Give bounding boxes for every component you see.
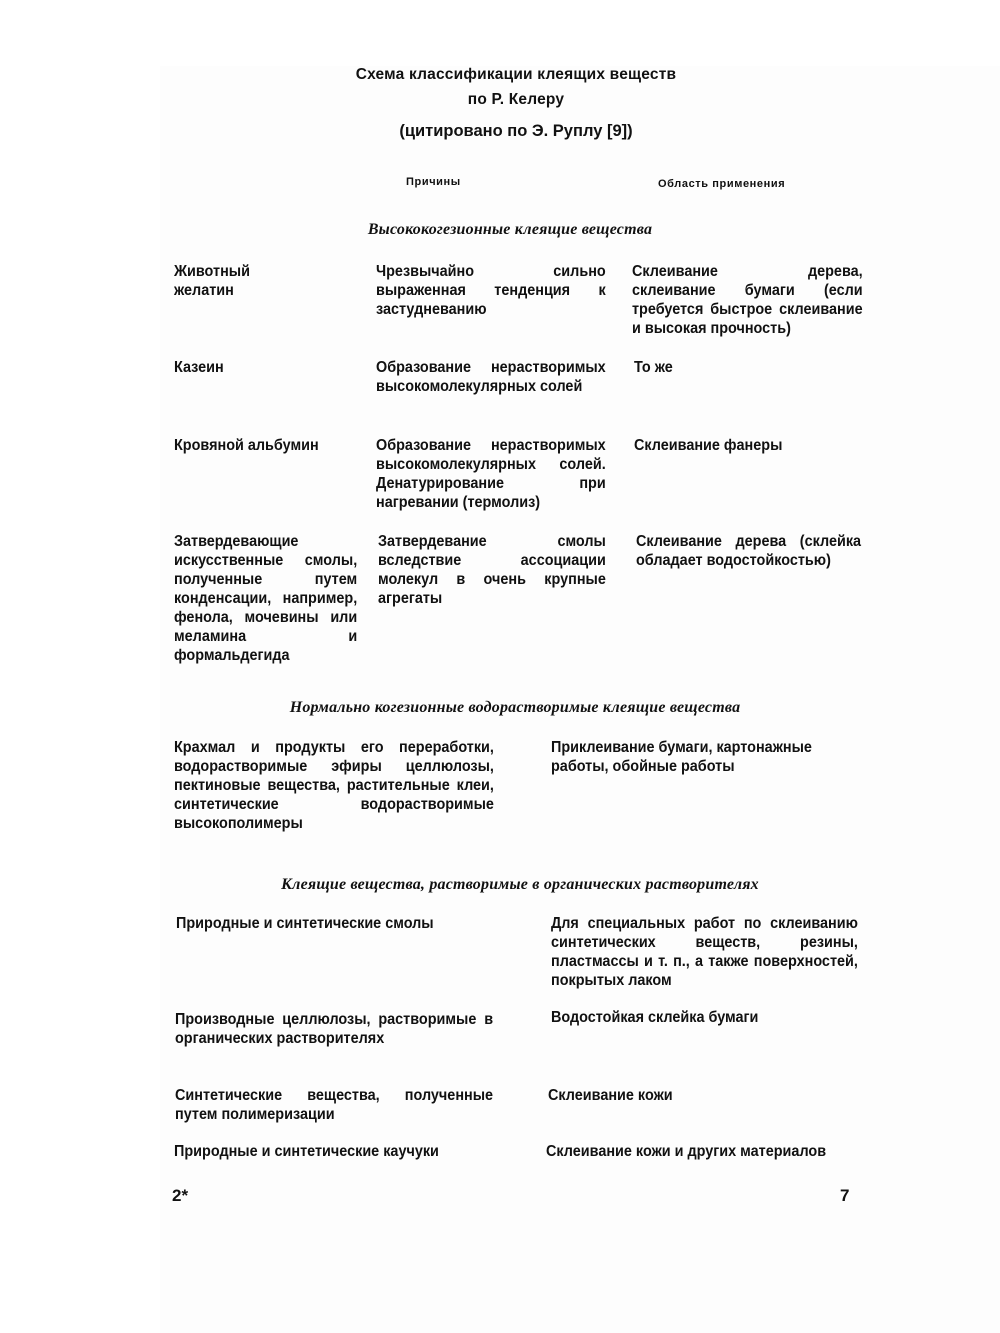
column-header-application: Область применения <box>658 178 786 190</box>
section-heading-water-soluble: Нормально когезионные водорастворимые клеящие вещества <box>289 699 741 716</box>
application-cell: Склеивание фанеры <box>634 437 783 454</box>
substance-cell: Животный желатин <box>174 263 250 299</box>
application-cell: Склеивание кожи и других материалов <box>546 1143 827 1160</box>
substance-cell: Природные и синтетические смолы <box>176 915 434 932</box>
substance-cell: Природные и синтетические каучуки <box>174 1143 439 1160</box>
substance-cell: Крахмал и продукты его переработки, водорастворимые эфиры целлюлозы, пектиновые вещества, растительные клеи, синтетические водорастворимые высокополимеры <box>174 739 494 832</box>
cause-cell: Образование нерастворимых высокомолекулярных солей <box>376 359 606 395</box>
cause-cell: Затвердевание смолы вследствие ассоциации молекул в очень крупные агрегаты <box>378 533 606 607</box>
substance-cell: Синтетические вещества, полученные путем полимеризации <box>175 1087 494 1123</box>
substance-cell: Затвердевающие искусственные смолы, полученные путем конденсации, например, фенола, мочевины или меламина и формальдегида <box>174 533 358 664</box>
application-cell: Водостойкая склейка бумаги <box>551 1009 759 1026</box>
application-cell: Приклеивание бумаги, картонажные работы, обойные работы <box>551 739 812 775</box>
table-title-line2: по Р. Келеру <box>467 91 565 108</box>
substance-cell: Кровяной альбумин <box>174 437 319 454</box>
section-heading-organic-solvent: Клеящие вещества, растворимые в органических растворителях <box>281 876 759 893</box>
page-number: 7 <box>840 1186 850 1205</box>
application-cell: Склеивание дерева (склейка обладает водостойкостью) <box>636 533 862 569</box>
application-cell: Склеивание дерева, склеивание бумаги (если требуется быстрое склеивание и высокая прочность) <box>632 263 863 337</box>
section-heading-high-cohesion: Высококогезионные клеящие вещества <box>367 221 653 238</box>
table-subtitle: (цитировано по Э. Руплу [9]) <box>399 122 633 140</box>
application-cell: Для специальных работ по склеиванию синтетических веществ, резины, пластмассы и т. п., а также поверхностей, покрытых лаком <box>551 915 858 989</box>
application-cell: То же <box>634 359 673 376</box>
table-title-line1: Схема классификации клеящих веществ <box>355 66 677 83</box>
signature-mark: 2* <box>172 1186 189 1205</box>
application-cell: Склеивание кожи <box>548 1087 673 1104</box>
cause-cell: Чрезвычайно сильно выраженная тенденция к застудневанию <box>376 263 606 318</box>
substance-cell: Казеин <box>174 359 224 376</box>
cause-cell: Образование нерастворимых высокомолекулярных солей. Денатурирование при нагревании (термолиз) <box>376 437 606 511</box>
substance-cell: Производные целлюлозы, растворимые в органических растворителях <box>175 1011 494 1047</box>
column-header-causes: Причины <box>406 176 461 188</box>
